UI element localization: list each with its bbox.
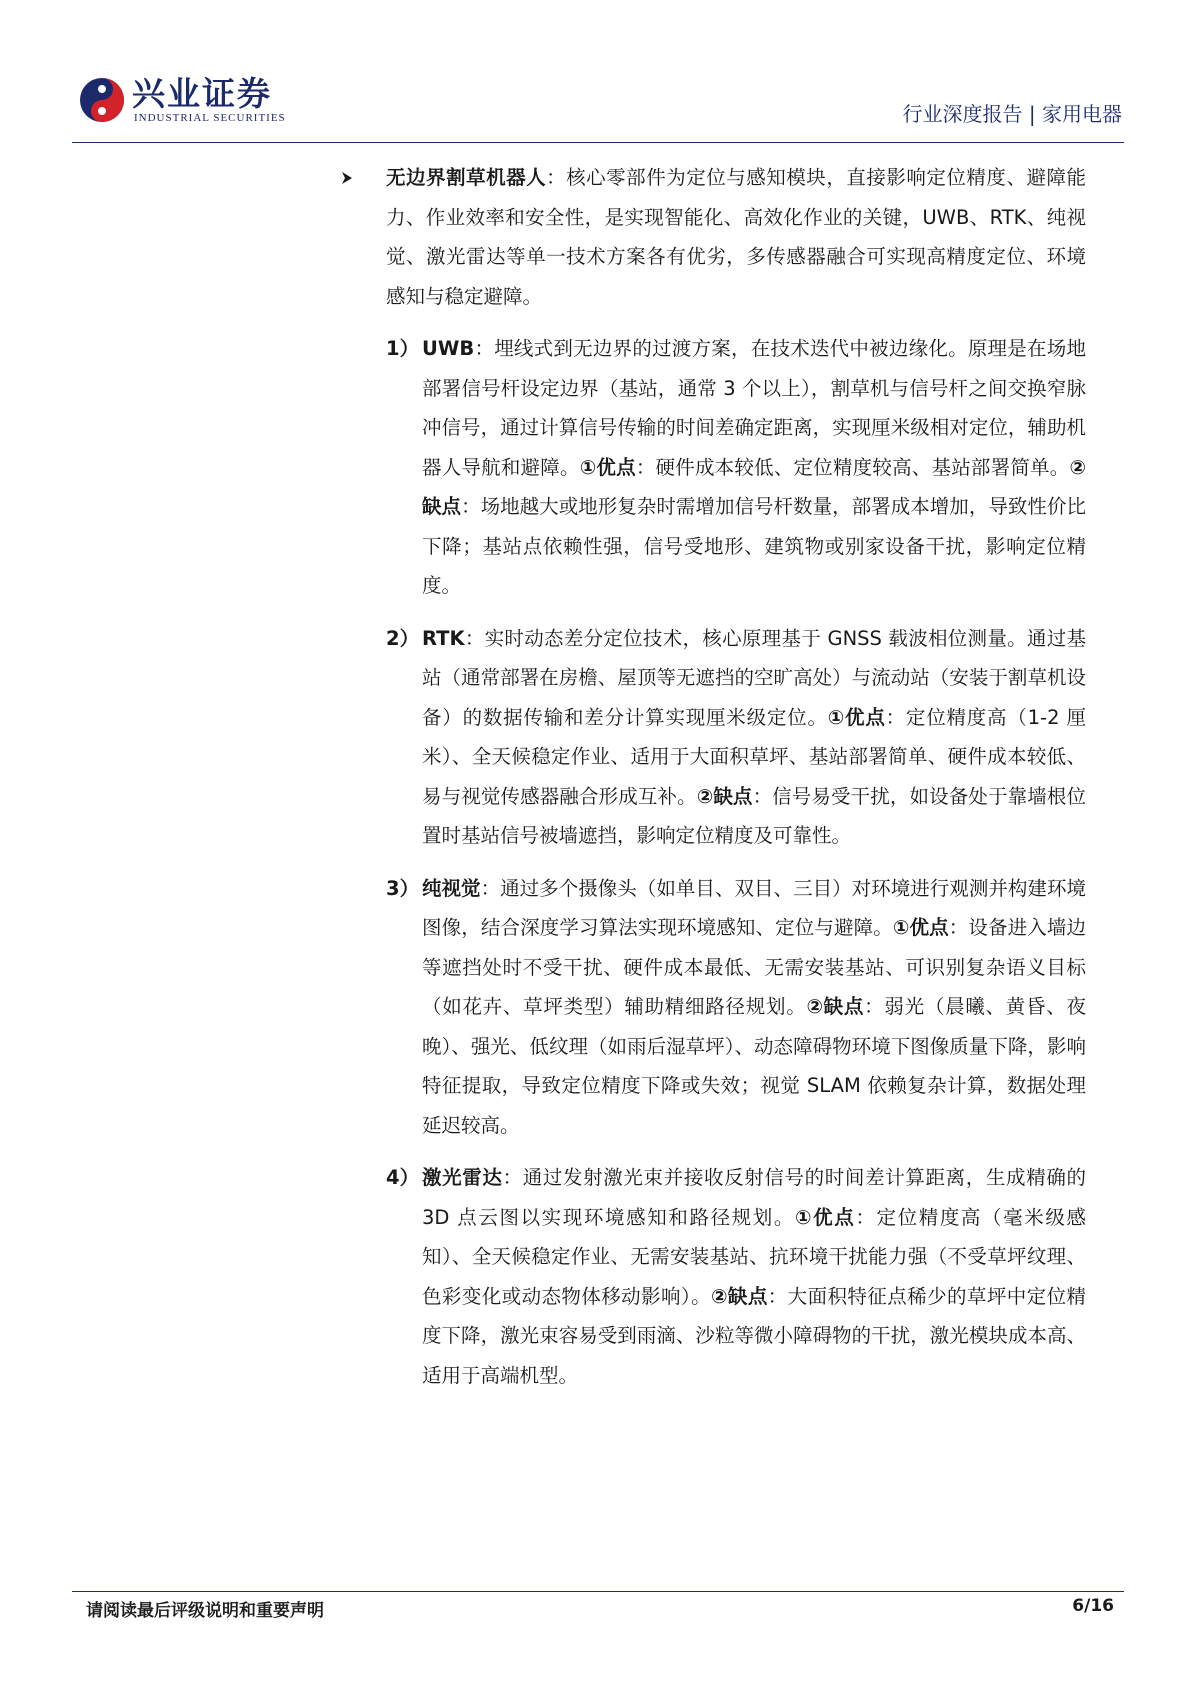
list-item bbox=[340, 619, 1086, 856]
item-intro: ：埋线式到无边界的过渡方案，在技术迭代中被边缘化。原理是在场地部署信号杆设定边界（基站，通常 3 个以上），割草机与信号杆之间交换窄脉冲信号，通过计算信号传输的时间差确定距离，实现厘米级相对定位，辅助机器人导航和避障。 bbox=[422, 337, 1086, 479]
con-text: ：场地越大或地形复杂时需增加信号杆数量，部署成本增加，导致性价比下降；基站点依赖性强，信号受地形、建筑物或别家设备干扰，影响定位精度。 bbox=[422, 495, 1086, 597]
bullet-text: ：核心零部件为定位与感知模块，直接影响定位精度、避障能力、作业效率和安全性，是实现智能化、高效化作业的关键，UWB、RTK、纯视觉、激光雷达等单一技术方案各有优劣，多传感器融合可实现高精度定位、环境感知与稳定避障。 bbox=[386, 166, 1086, 308]
pro-label: ①优点 bbox=[892, 916, 949, 939]
con-label: ②缺点 bbox=[422, 455, 1086, 518]
item-title: 纯视觉 bbox=[422, 876, 481, 900]
item-intro: ：通过多个摄像头（如单目、双目、三目）对环境进行观测并构建环境图像，结合深度学习算法实现环境感知、定位与避障。 bbox=[422, 876, 1086, 939]
con-label: ②缺点 bbox=[696, 784, 753, 808]
item-title: RTK bbox=[422, 626, 465, 650]
item-number: 3） bbox=[386, 876, 420, 900]
list-item bbox=[340, 329, 1086, 606]
con-label: ②缺点 bbox=[806, 995, 865, 1018]
footer-divider bbox=[72, 1591, 1124, 1592]
item-number: 4） bbox=[386, 1166, 420, 1189]
item-intro: ：通过发射激光束并接收反射信号的时间差计算距离，生成精确的 3D 点云图以实现环境感知和路径规划。 bbox=[422, 1166, 1086, 1229]
con-text: ：信号易受干扰，如设备处于靠墙根位置时基站信号被墙遮挡，影响定位精度及可靠性。 bbox=[422, 784, 1086, 847]
company-name-en: INDUSTRIAL SECURITIES bbox=[134, 112, 286, 124]
company-name-cn: 兴业证券 bbox=[132, 74, 272, 113]
report-type: 行业深度报告 | 家用电器 bbox=[902, 102, 1122, 126]
pro-label: ①优点 bbox=[795, 1205, 856, 1229]
arrow-bullet-icon bbox=[340, 160, 354, 196]
main-content bbox=[340, 158, 1086, 1395]
pro-label: ①优点 bbox=[579, 455, 636, 479]
con-label: ②缺点 bbox=[710, 1284, 768, 1308]
item-number: 1） bbox=[386, 337, 420, 360]
pro-label: ①优点 bbox=[827, 705, 886, 729]
company-logo-icon bbox=[78, 76, 126, 124]
con-text: ：弱光（晨曦、黄昏、夜晚）、强光、低纹理（如雨后湿草坪）、动态障碍物环境下图像质量下降，影响特征提取，导致定位精度下降或失效；视觉 SLAM 依赖复杂计算，数据处理延迟较高。 bbox=[422, 995, 1086, 1137]
item-number: 2） bbox=[386, 626, 420, 650]
bullet-title: 无边界割草机器人 bbox=[386, 166, 547, 189]
item-title: UWB bbox=[422, 337, 475, 360]
pro-text: ：定位精度高（1-2 厘米）、全天候稳定作业、适用于大面积草坪、基站部署简单、硬件成本较低、易与视觉传感器融合形成互补。 bbox=[422, 705, 1086, 808]
item-intro: ：实时动态差分定位技术，核心原理基于 GNSS 载波相位测量。通过基站（通常部署在房檐、屋顶等无遮挡的空旷高处）与流动站（安装于割草机设备）的数据传输和差分计算实现厘米级定位。 bbox=[422, 626, 1086, 729]
list-item bbox=[340, 1158, 1086, 1395]
pro-text: ：定位精度高（毫米级感知）、全天候稳定作业、无需安装基站、抗环境干扰能力强（不受草坪纹理、色彩变化或动态物体移动影响）。 bbox=[422, 1205, 1086, 1308]
header-divider bbox=[72, 142, 1124, 143]
con-text: ：大面积特征点稀少的草坪中定位精度下降，激光束容易受到雨滴、沙粒等微小障碍物的干扰，激光模块成本高、适用于高端机型。 bbox=[422, 1284, 1086, 1387]
list-item bbox=[340, 869, 1086, 1146]
pro-text: ：设备进入墙边等遮挡处时不受干扰、硬件成本最低、无需安装基站、可识别复杂语义目标（如花卉、草坪类型）辅助精细路径规划。 bbox=[422, 916, 1086, 1018]
page-header bbox=[72, 62, 1122, 142]
pro-text: ：硬件成本较低、定位精度较高、基站部署简单。 bbox=[635, 455, 1070, 479]
page-number: 6/16 bbox=[1072, 1596, 1114, 1616]
bullet-paragraph bbox=[340, 158, 1086, 316]
item-title: 激光雷达 bbox=[422, 1166, 503, 1189]
footer-disclaimer: 请阅读最后评级说明和重要声明 bbox=[86, 1601, 324, 1621]
